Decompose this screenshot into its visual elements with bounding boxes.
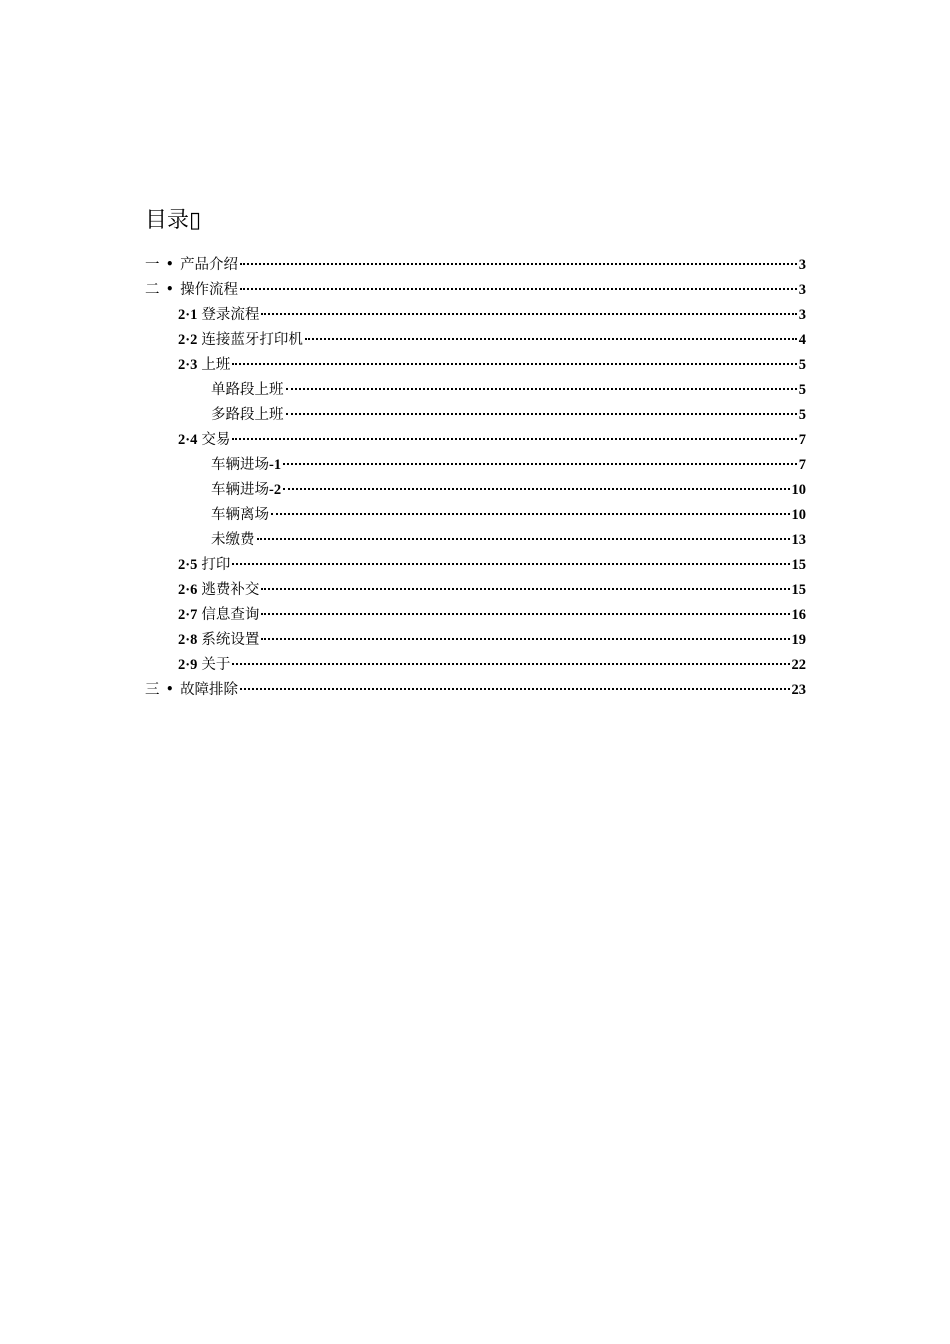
toc-section-number: 2·2 xyxy=(178,332,198,348)
toc-entry-text: 产品介绍 xyxy=(180,257,239,273)
toc-page-number: 4 xyxy=(798,332,806,348)
toc-entry-text: 多路段上班 xyxy=(211,407,284,423)
toc-entry-label xyxy=(211,404,284,426)
toc-entry-text: 车辆进场 xyxy=(211,457,269,473)
toc-entry-text: 单路段上班 xyxy=(211,382,284,398)
toc-entry-label xyxy=(145,254,238,276)
toc-page-number: 5 xyxy=(798,407,806,423)
toc-page-number: 7 xyxy=(798,432,806,448)
toc-section-number: 三 xyxy=(145,682,160,698)
toc-section-number: 2·9 xyxy=(178,657,198,673)
toc-entry-label xyxy=(145,679,238,701)
dot-leader xyxy=(261,313,796,315)
toc-page-number: 13 xyxy=(791,532,806,548)
toc-entry-text: 车辆离场 xyxy=(211,507,269,523)
dot-leader xyxy=(261,613,789,615)
toc-bullet: • xyxy=(165,257,175,273)
dot-leader xyxy=(232,663,789,665)
toc-entry-text: 未缴费 xyxy=(211,532,255,548)
toc-page-number: 3 xyxy=(798,282,806,298)
dot-leader xyxy=(271,513,790,515)
toc-page-number: 22 xyxy=(791,657,806,673)
toc-entry-text: 连接蓝牙打印机 xyxy=(201,332,303,348)
toc-entry-bluetooth-printer[interactable] xyxy=(178,329,806,351)
toc-entry-vehicle-exit[interactable] xyxy=(211,504,806,526)
toc-entry-info-query[interactable] xyxy=(178,604,806,626)
toc-entry-label xyxy=(211,379,284,401)
dot-leader xyxy=(232,363,796,365)
toc-entry-suffix: -2 xyxy=(269,482,282,498)
toc-entry-text: 系统设置 xyxy=(201,632,260,648)
toc-entry-system-settings[interactable] xyxy=(178,629,806,651)
toc-heading xyxy=(145,206,201,236)
toc-entry-label xyxy=(178,304,259,326)
toc-section-number: 2·6 xyxy=(178,582,198,598)
toc-entry-label xyxy=(178,604,259,626)
dot-leader xyxy=(286,413,797,415)
dot-leader xyxy=(240,263,797,265)
dot-leader xyxy=(240,688,789,690)
toc-entry-label xyxy=(211,529,255,551)
toc-section-number: 2·1 xyxy=(178,307,198,323)
toc-entry-label xyxy=(178,629,259,651)
toc-page-number: 3 xyxy=(798,307,806,323)
toc-entry-vehicle-entry-2[interactable] xyxy=(211,479,806,501)
toc-entry-label xyxy=(211,479,281,501)
toc-entry-troubleshooting[interactable] xyxy=(145,679,806,701)
toc-entry-label xyxy=(178,429,230,451)
toc-entry-label xyxy=(178,554,230,576)
toc-section-number: 2·4 xyxy=(178,432,198,448)
toc-page-number: 5 xyxy=(798,357,806,373)
toc-page-number: 16 xyxy=(791,607,806,623)
toc-entry-vehicle-entry-1[interactable] xyxy=(211,454,806,476)
toc-entry-text: 操作流程 xyxy=(180,282,239,298)
toc-entry-text: 上班 xyxy=(201,357,231,373)
dot-leader xyxy=(232,438,796,440)
toc-entry-label xyxy=(211,454,281,476)
toc-entry-suffix: -1 xyxy=(269,457,282,473)
toc-entry-label xyxy=(178,329,303,351)
toc-entry-label xyxy=(178,654,230,676)
toc-entry-unpaid[interactable] xyxy=(211,529,806,551)
toc-page-number: 23 xyxy=(791,682,806,698)
toc-entry-product-intro[interactable] xyxy=(145,254,806,276)
dot-leader xyxy=(261,638,789,640)
toc-entry-single-segment-shift[interactable] xyxy=(211,379,806,401)
toc-section-number: 二 xyxy=(145,282,160,298)
toc-section-number: 2·8 xyxy=(178,632,198,648)
toc-entry-transaction[interactable] xyxy=(178,429,806,451)
toc-entry-multi-segment-shift[interactable] xyxy=(211,404,806,426)
toc-entry-label xyxy=(211,504,269,526)
toc-entry-operation-flow[interactable] xyxy=(145,279,806,301)
toc-entry-text: 车辆进场 xyxy=(211,482,269,498)
toc-entry-label xyxy=(145,279,238,301)
toc-heading-text: 目录 xyxy=(145,208,190,233)
toc-entry-text: 信息查询 xyxy=(201,607,260,623)
toc-entry-text: 逃费补交 xyxy=(201,582,260,598)
toc-page-number: 10 xyxy=(791,507,806,523)
toc-entry-label xyxy=(178,354,230,376)
toc-entry-print[interactable] xyxy=(178,554,806,576)
toc-section-number: 2·7 xyxy=(178,607,198,623)
dot-leader xyxy=(305,338,797,340)
toc-page-number: 5 xyxy=(798,382,806,398)
toc-section-number: 2·3 xyxy=(178,357,198,373)
toc-section-number: 2·5 xyxy=(178,557,198,573)
toc-page-number: 10 xyxy=(791,482,806,498)
toc-page-number: 19 xyxy=(791,632,806,648)
dot-leader xyxy=(286,388,797,390)
toc-entry-login-flow[interactable] xyxy=(178,304,806,326)
toc-page-number: 15 xyxy=(791,582,806,598)
toc-entry-fee-evasion-payment[interactable] xyxy=(178,579,806,601)
toc-entry-label xyxy=(178,579,259,601)
toc-entry-text: 登录流程 xyxy=(201,307,260,323)
dot-leader xyxy=(261,588,789,590)
toc-entry-text: 故障排除 xyxy=(180,682,239,698)
toc-bullet: • xyxy=(165,682,175,698)
toc-entry-start-shift[interactable] xyxy=(178,354,806,376)
dot-leader xyxy=(257,538,790,540)
toc-entry-text: 关于 xyxy=(201,657,231,673)
dot-leader xyxy=(283,488,789,490)
toc-page-number: 15 xyxy=(791,557,806,573)
dot-leader xyxy=(283,463,797,465)
toc-page-number: 3 xyxy=(798,257,806,273)
toc-page-number: 7 xyxy=(798,457,806,473)
toc-section-number: 一 xyxy=(145,257,160,273)
dot-leader xyxy=(232,563,789,565)
toc-entry-text: 交易 xyxy=(201,432,231,448)
toc-entry-text: 打印 xyxy=(201,557,231,573)
missing-glyph-box: ▯ xyxy=(189,208,202,233)
toc-entry-about[interactable] xyxy=(178,654,806,676)
toc-bullet: • xyxy=(165,282,175,298)
dot-leader xyxy=(240,288,797,290)
